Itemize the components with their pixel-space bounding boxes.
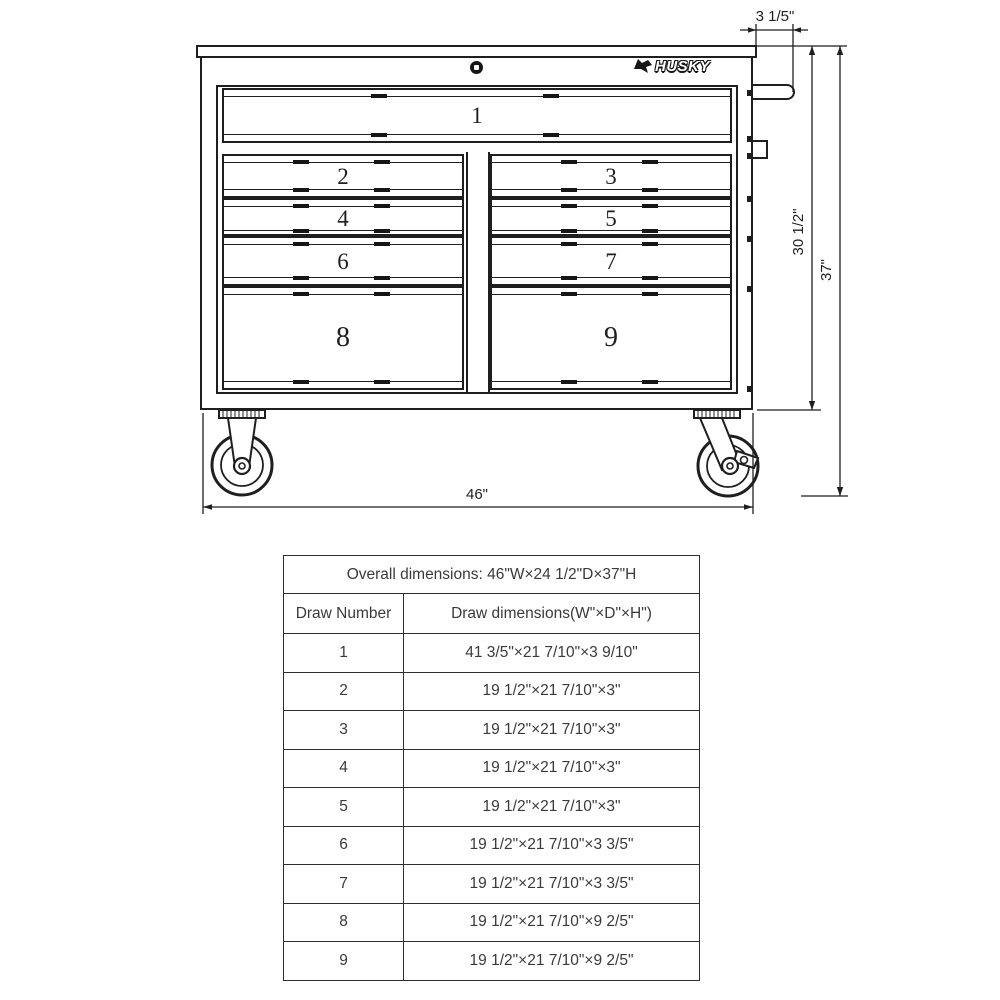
drawer-rail [492, 156, 730, 163]
spec-row [284, 672, 700, 711]
drawer-rail [224, 381, 462, 388]
drawer-number: 7 [605, 248, 617, 274]
drawer-rail [224, 189, 462, 196]
drawer-dimensions-table [283, 555, 700, 981]
column-header-row [284, 594, 700, 634]
draw-dimensions-cell: 19 1/2"×21 7/10"×3 3/5" [404, 865, 700, 904]
drawer-rail [224, 288, 462, 295]
overall-dimensions-title: Overall dimensions: 46"W×24 1/2"D×37"H [284, 556, 700, 594]
draw-dimensions-cell: 19 1/2"×21 7/10"×3" [404, 672, 700, 711]
drawer-rail [224, 156, 462, 163]
drawer-number: 4 [337, 206, 349, 231]
right-caster-wheel-icon [687, 409, 779, 501]
drawer-rail [224, 200, 462, 207]
husky-dog-icon [633, 57, 653, 75]
drawer-3 [490, 154, 732, 198]
drawer-8 [222, 286, 464, 390]
drawer-number: 5 [605, 206, 617, 231]
side-handle [751, 84, 795, 100]
drawer-rail [224, 277, 462, 284]
center-divider [466, 152, 490, 392]
column-header-draw-number: Draw Number [284, 594, 404, 634]
dimension-total-height-label: 37" [818, 258, 835, 282]
drawer-rail [224, 134, 730, 141]
side-latch [751, 140, 768, 159]
drawer-rail [492, 381, 730, 388]
spec-row [284, 826, 700, 865]
drawer-6 [222, 236, 464, 286]
spec-row [284, 942, 700, 981]
drawer-7 [490, 236, 732, 286]
column-header-draw-dimensions: Draw dimensions(W"×D"×H") [404, 594, 700, 634]
dimension-handle-depth-label: 3 1/5" [755, 8, 795, 25]
overall-dimensions-row [284, 556, 700, 594]
draw-dimensions-cell: 19 1/2"×21 7/10"×3" [404, 749, 700, 788]
drawer-number: 1 [471, 103, 483, 128]
keylock-icon [470, 61, 483, 74]
drawer-4 [222, 198, 464, 236]
drawer-9 [490, 286, 732, 390]
drawer-rail [224, 238, 462, 245]
draw-dimensions-cell: 19 1/2"×21 7/10"×9 2/5" [404, 903, 700, 942]
dimension-width-label: 46" [465, 486, 489, 503]
draw-number-cell: 5 [284, 788, 404, 827]
draw-dimensions-cell: 19 1/2"×21 7/10"×3 3/5" [404, 826, 700, 865]
drawer-number: 9 [604, 322, 618, 353]
drawer-rail [224, 90, 730, 97]
drawer-number: 8 [336, 322, 350, 353]
drawer-1 [222, 88, 732, 143]
drawer-rail [492, 277, 730, 284]
brand-name: HUSKY [655, 57, 711, 75]
drawer-rail [492, 288, 730, 295]
drawer-rail [492, 238, 730, 245]
drawer-rail [492, 200, 730, 207]
draw-number-cell: 4 [284, 749, 404, 788]
spec-row [284, 788, 700, 827]
left-caster-wheel-icon [204, 409, 282, 501]
spec-row [284, 903, 700, 942]
draw-dimensions-cell: 41 3/5"×21 7/10"×3 9/10" [404, 634, 700, 673]
spec-row [284, 749, 700, 788]
drawer-rail [492, 189, 730, 196]
drawer-number: 2 [337, 163, 349, 189]
spec-row [284, 865, 700, 904]
draw-number-cell: 8 [284, 903, 404, 942]
spec-row [284, 634, 700, 673]
draw-dimensions-cell: 19 1/2"×21 7/10"×3" [404, 711, 700, 750]
draw-number-cell: 6 [284, 826, 404, 865]
drawer-5 [490, 198, 732, 236]
draw-number-cell: 1 [284, 634, 404, 673]
draw-number-cell: 2 [284, 672, 404, 711]
drawer-number: 6 [337, 248, 349, 274]
husky-logo [633, 56, 745, 76]
drawer-number: 3 [605, 163, 617, 189]
draw-number-cell: 3 [284, 711, 404, 750]
draw-dimensions-cell: 19 1/2"×21 7/10"×9 2/5" [404, 942, 700, 981]
spec-row [284, 711, 700, 750]
draw-number-cell: 9 [284, 942, 404, 981]
drawer-2 [222, 154, 464, 198]
draw-dimensions-cell: 19 1/2"×21 7/10"×3" [404, 788, 700, 827]
dimension-cabinet-height-label: 30 1/2" [790, 208, 807, 256]
draw-number-cell: 7 [284, 865, 404, 904]
